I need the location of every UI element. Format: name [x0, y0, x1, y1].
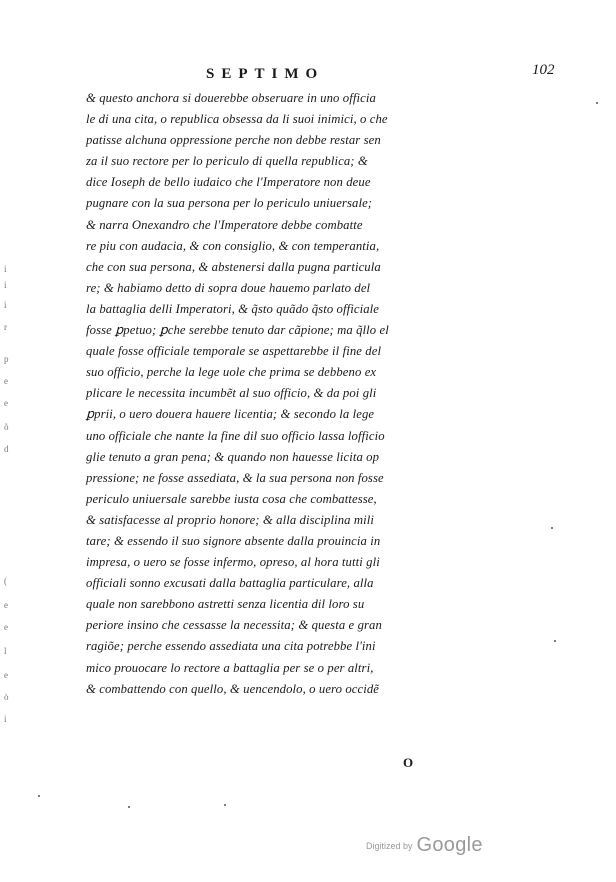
text-line: che con sua persona, & abstenersi dalla pugna particula	[86, 259, 381, 274]
margin-fragment: i	[4, 300, 7, 310]
margin-fragment: p	[4, 354, 9, 364]
text-line: glie tenuto a gran pena; & quando non hauesse licita op	[86, 449, 380, 464]
margin-fragment: e	[4, 622, 8, 632]
google-logo: Google	[416, 834, 483, 856]
running-head: SEPTIMO	[206, 66, 325, 82]
folio-number: 102	[532, 62, 555, 78]
margin-fragment: e	[4, 600, 8, 610]
margin-fragment: e	[4, 376, 8, 386]
ink-speck	[596, 102, 598, 104]
margin-fragment: õ	[4, 422, 9, 432]
margin-fragment: ò	[4, 692, 9, 702]
text-line: za il suo rectore per lo periculo di quella republica; &	[86, 154, 368, 169]
text-line: quale fosse officiale temporale se aspettarebbe il fine del	[86, 344, 382, 359]
text-line: tare; & essendo il suo signore absente dalla prouincia in	[86, 533, 381, 548]
text-line: impresa, o uero se fosse infermo, opreso, al hora tutti gli	[86, 555, 380, 570]
text-line: quale non sarebbono astretti senza licentia dil loro su	[86, 597, 365, 612]
text-line: mico prouocare lo rectore a battaglia per se o per altri,	[86, 660, 374, 675]
text-line: suo officio, perche la lege uole che prima se debbeno ex	[86, 365, 377, 380]
signature-mark: O	[403, 755, 414, 770]
body-text	[86, 88, 470, 700]
margin-fragment: e	[4, 670, 8, 680]
margin-fragment: i	[4, 280, 7, 290]
ink-speck	[224, 804, 226, 806]
text-line: officiali sonno excusati dalla battaglia particulare, alla	[86, 576, 374, 591]
margin-fragment: r	[4, 322, 7, 332]
text-line: & questo anchora si douerebbe obseruare in uno officia	[86, 91, 376, 105]
watermark-prefix: Digitized by	[366, 840, 413, 851]
margin-fragment: i	[4, 714, 7, 724]
text-line: re; & habiamo detto di sopra doue hauemo parlato del	[86, 280, 371, 295]
ink-speck	[554, 640, 556, 642]
text-line: periculo uniuersale sarebbe iusta cosa che combattesse,	[86, 491, 377, 506]
margin-fragment: (	[4, 576, 7, 586]
ink-speck	[38, 795, 40, 797]
text-line: le di una cita, o republica obsessa da li suoi inimici, o che	[86, 112, 388, 127]
text-line: & narra Onexandro che l'Imperatore debbe combatte	[86, 217, 363, 232]
text-line: & combattendo con quello, & uencendolo, o uero occidẽ	[86, 681, 380, 696]
margin-fragment: d	[4, 444, 9, 454]
text-line: dice Ioseph de bello iudaico che l'Imperatore non deue	[86, 175, 371, 190]
text-line: ragiõe; perche essendo assediata una cita potrebbe l'ini	[86, 639, 376, 654]
text-line: patisse alchuna oppressione perche non debbe restar sen	[86, 133, 381, 148]
text-line: plicare le necessita incumbẽt al suo officio, & da poi gli	[86, 386, 377, 401]
text-line: & satisfacesse al proprio honore; & alla disciplina mili	[86, 512, 375, 527]
ink-speck	[128, 806, 130, 808]
text-line: fosse ꝑpetuo; ꝑche serebbe tenuto dar cãpione; ma q̃llo el	[86, 323, 389, 338]
text-line: re piu con audacia, & con consiglio, & con temperantia,	[86, 238, 380, 253]
text-line: ꝑprii, o uero douera hauere licentia; & secondo la lege	[86, 407, 375, 422]
margin-fragment: i	[4, 264, 7, 274]
digitized-watermark	[366, 834, 483, 857]
margin-fragment: e	[4, 398, 8, 408]
text-line: pugnare con la sua persona per lo periculo uniuersale;	[86, 196, 373, 211]
text-line: la battaglia delli Imperatori, & q̃sto quãdo q̃sto officiale	[86, 301, 380, 316]
text-line: uno officiale che nante la fine dil suo officio lassa lofficio	[86, 428, 385, 443]
margin-fragment: l	[4, 646, 7, 656]
ink-speck	[551, 527, 553, 529]
text-line: periore insino che cessasse la necessita; & questa e gran	[86, 618, 382, 633]
text-line: pressione; ne fosse assediata, & la sua persona non fosse	[86, 470, 384, 485]
